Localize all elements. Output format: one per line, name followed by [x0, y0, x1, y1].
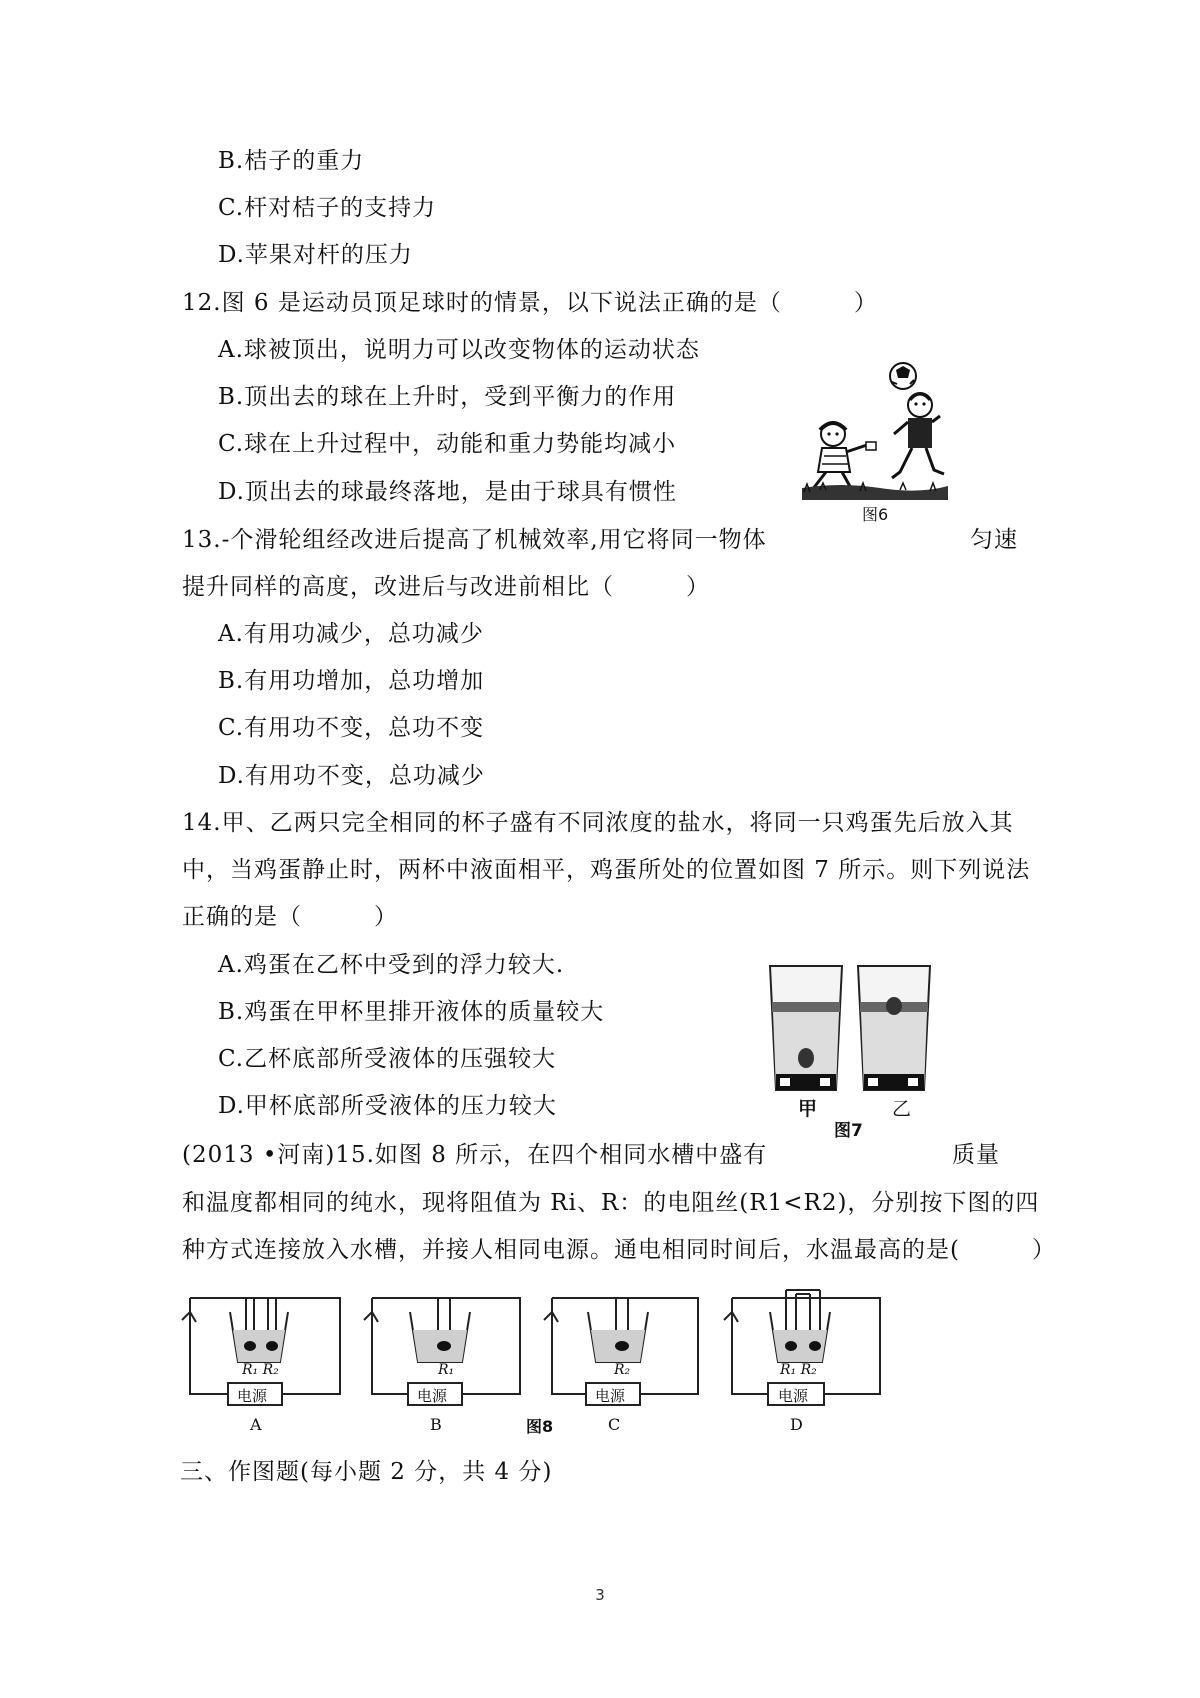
circuit-d-label: D — [790, 1415, 803, 1434]
q14-option-a: A.鸡蛋在乙杯中受到的浮力较大. — [218, 952, 565, 978]
section-3-heading: 三、作图题(每小题 2 分，共 4 分) — [180, 1459, 553, 1485]
q14-stem-line2: 中，当鸡蛋静止时，两杯中液面相平，鸡蛋所处的位置如图 7 所示。则下列说法 — [182, 857, 1031, 883]
q15-stem-line2: 和温度都相同的纯水，现将阻值为 Ri、R：的电阻丝(R1<R2)，分别按下图的四 — [182, 1190, 1040, 1216]
circuit-a-resistors: R₁ R₂ — [242, 1362, 279, 1378]
q12-option-b: B.顶出去的球在上升时，受到平衡力的作用 — [218, 384, 677, 410]
q15-stem-line3: 种方式连接放入水槽，并接人相同电源。通电相同时间后，水温最高的是( ） — [182, 1237, 1056, 1263]
q13-stem-part1: 13.-个滑轮组经改进后提高了机械效率,用它将同一物体 — [182, 527, 767, 553]
q13-option-a: A.有用功减少，总功减少 — [218, 621, 484, 647]
circuit-b-source: 电源 — [417, 1387, 448, 1405]
figure-6 — [800, 360, 950, 530]
q13-option-c: C.有用功不变，总功不变 — [218, 715, 485, 741]
q13-stem-line2: 提升同样的高度，改进后与改进前相比（ ） — [182, 574, 710, 600]
figure-8 — [180, 1282, 890, 1442]
page-number: 3 — [595, 1586, 605, 1604]
q12-stem: 12.图 6 是运动员顶足球时的情景，以下说法正确的是（ ） — [182, 290, 878, 316]
circuit-b-resistors: R₁ — [438, 1362, 455, 1378]
circuit-b-label: B — [430, 1415, 442, 1434]
q14-option-b: B.鸡蛋在甲杯里排开液体的质量较大 — [218, 999, 605, 1025]
figure-6-label: 图6 — [862, 505, 889, 524]
q13-option-d: D.有用功不变，总功减少 — [218, 763, 485, 789]
q12-option-d: D.顶出去的球最终落地，是由于球具有惯性 — [218, 479, 677, 505]
circuit-a-source: 电源 — [237, 1387, 268, 1405]
q12-option-a: A.球被顶出，说明力可以改变物体的运动状态 — [218, 337, 700, 363]
egg-in-jia — [798, 1048, 814, 1068]
circuit-d-source: 电源 — [778, 1387, 809, 1405]
circuit-a-label: A — [250, 1415, 262, 1434]
q14-stem-line1: 14.甲、乙两只完全相同的杯子盛有不同浓度的盐水，将同一只鸡蛋先后放入其 — [182, 810, 1014, 836]
q12-option-c: C.球在上升过程中，动能和重力势能均减小 — [218, 431, 677, 457]
circuit-d-resistors: R₁ R₂ — [780, 1362, 817, 1378]
cup-label-yi: 乙 — [892, 1098, 912, 1120]
cup-label-jia: 甲 — [798, 1098, 818, 1120]
cup-yi — [858, 966, 930, 1090]
q15-stem-part1: (2013 •河南)15.如图 8 所示，在四个相同水槽中盛有 — [182, 1142, 768, 1168]
q14-stem-line3: 正确的是（ ） — [182, 904, 398, 930]
q14-option-c: C.乙杯底部所受液体的压强较大 — [218, 1046, 557, 1072]
cup-jia — [770, 966, 842, 1090]
q13-stem-part2: 匀速 — [970, 527, 1018, 553]
q11-option-c: C.杆对桔子的支持力 — [218, 195, 437, 221]
q14-option-d: D.甲杯底部所受液体的压力较大 — [218, 1093, 557, 1119]
circuit-c-label: C — [608, 1415, 621, 1434]
q11-option-d: D.苹果对杆的压力 — [218, 242, 413, 268]
figure-8-label: 图8 — [526, 1417, 554, 1436]
figure-7 — [762, 962, 942, 1142]
q11-option-b: B.桔子的重力 — [218, 148, 365, 174]
q13-option-b: B.有用功增加，总功增加 — [218, 668, 485, 694]
figure-7-label: 图7 — [834, 1121, 863, 1141]
circuit-c-resistors: R₂ — [614, 1362, 631, 1378]
q15-stem-part2: 质量 — [952, 1142, 1000, 1168]
circuit-c-source: 电源 — [595, 1387, 626, 1405]
egg-in-yi — [886, 997, 902, 1015]
